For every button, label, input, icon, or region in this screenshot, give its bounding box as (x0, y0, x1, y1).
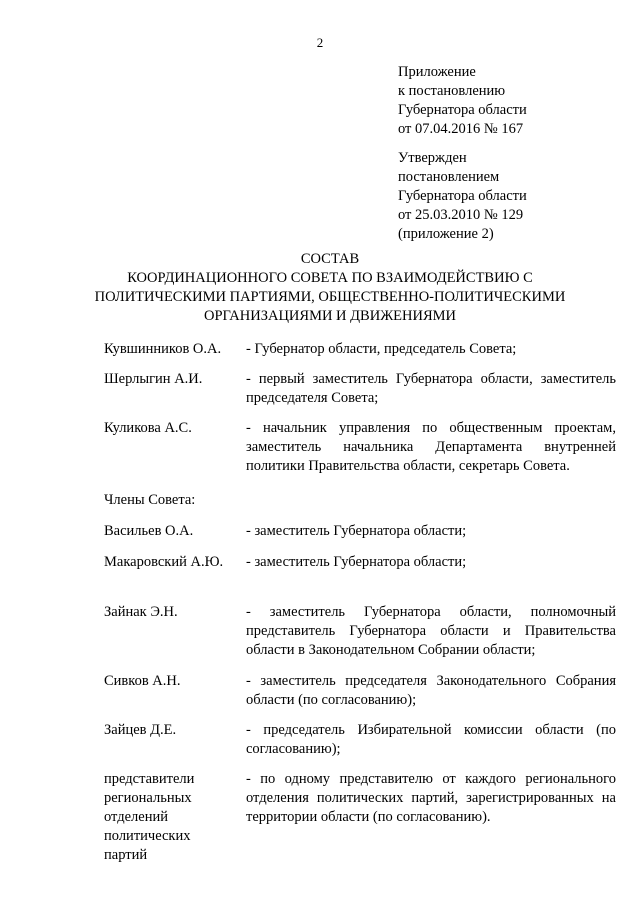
member-role: - первый заместитель Губернатора области, заместитель председателя Совета; (246, 371, 616, 406)
member-name: Зайнак Э.Н. (104, 604, 178, 620)
title-line: КООРДИНАЦИОННОГО СОВЕТА ПО ВЗАИМОДЕЙСТВИЮ С (127, 270, 533, 286)
member-row (104, 603, 616, 660)
title-line: ОРГАНИЗАЦИЯМИ И ДВИЖЕНИЯМИ (203, 308, 457, 324)
members-label: Члены Совета: (104, 492, 196, 508)
approval-line: от 25.03.2010 № 129 (398, 207, 524, 223)
member-role: - заместитель Губернатора области, полномочный представитель Губернатора области и Правительства области в Законодательном Собрании области; (246, 604, 616, 658)
appendix-line: Приложение (398, 64, 476, 80)
approval-line: (приложение 2) (398, 226, 494, 242)
member-name: Сивков А.Н. (104, 673, 181, 689)
appendix-line: от 07.04.2016 № 167 (398, 121, 524, 137)
appendix-line: к постановлению (398, 83, 506, 99)
approval-line: постановлением (398, 169, 500, 185)
member-row (104, 340, 616, 359)
member-role: - председатель Избирательной комиссии области (по согласованию); (246, 722, 616, 757)
document-title (80, 250, 580, 326)
member-row (104, 770, 616, 865)
member-name: представители региональных отделений политических партий (104, 771, 195, 863)
member-row (104, 672, 616, 710)
member-name: Шерлыгин А.И. (104, 371, 203, 387)
title-line: СОСТАВ (300, 251, 360, 267)
member-name: Зайцев Д.Е. (104, 722, 177, 738)
council-composition (104, 340, 616, 865)
member-row (104, 721, 616, 759)
member-row (104, 553, 616, 572)
member-role: - Губернатор области, председатель Совета; (246, 341, 517, 357)
member-role: - по одному представителю от каждого регионального отделения политических партий, зарегистрированных на территории области (по согласованию). (246, 771, 616, 825)
member-role: - начальник управления по общественным проектам, заместитель начальника Департамента внутренней политики Правительства области, секретарь Совета. (246, 420, 616, 474)
title-line: ПОЛИТИЧЕСКИМИ ПАРТИЯМИ, ОБЩЕСТВЕННО-ПОЛИТИЧЕСКИМИ (94, 289, 566, 305)
member-row (104, 370, 616, 408)
appendix-header (398, 63, 628, 139)
approval-line: Утвержден (398, 150, 467, 166)
appendix-line: Губернатора области (398, 102, 527, 118)
member-name: Васильев О.А. (104, 523, 194, 539)
page-number: 2 (316, 35, 324, 50)
member-name: Куликова А.С. (104, 420, 192, 436)
member-role: - заместитель Губернатора области; (246, 523, 467, 539)
member-row (104, 419, 616, 476)
member-name: Кувшинников О.А. (104, 341, 222, 357)
approval-header (398, 149, 628, 244)
member-role: - заместитель председателя Законодательного Собрания области (по согласованию); (246, 673, 616, 708)
member-role: - заместитель Губернатора области; (246, 554, 467, 570)
member-name: Макаровский А.Ю. (104, 554, 224, 570)
approval-line: Губернатора области (398, 188, 527, 204)
member-row (104, 522, 616, 541)
